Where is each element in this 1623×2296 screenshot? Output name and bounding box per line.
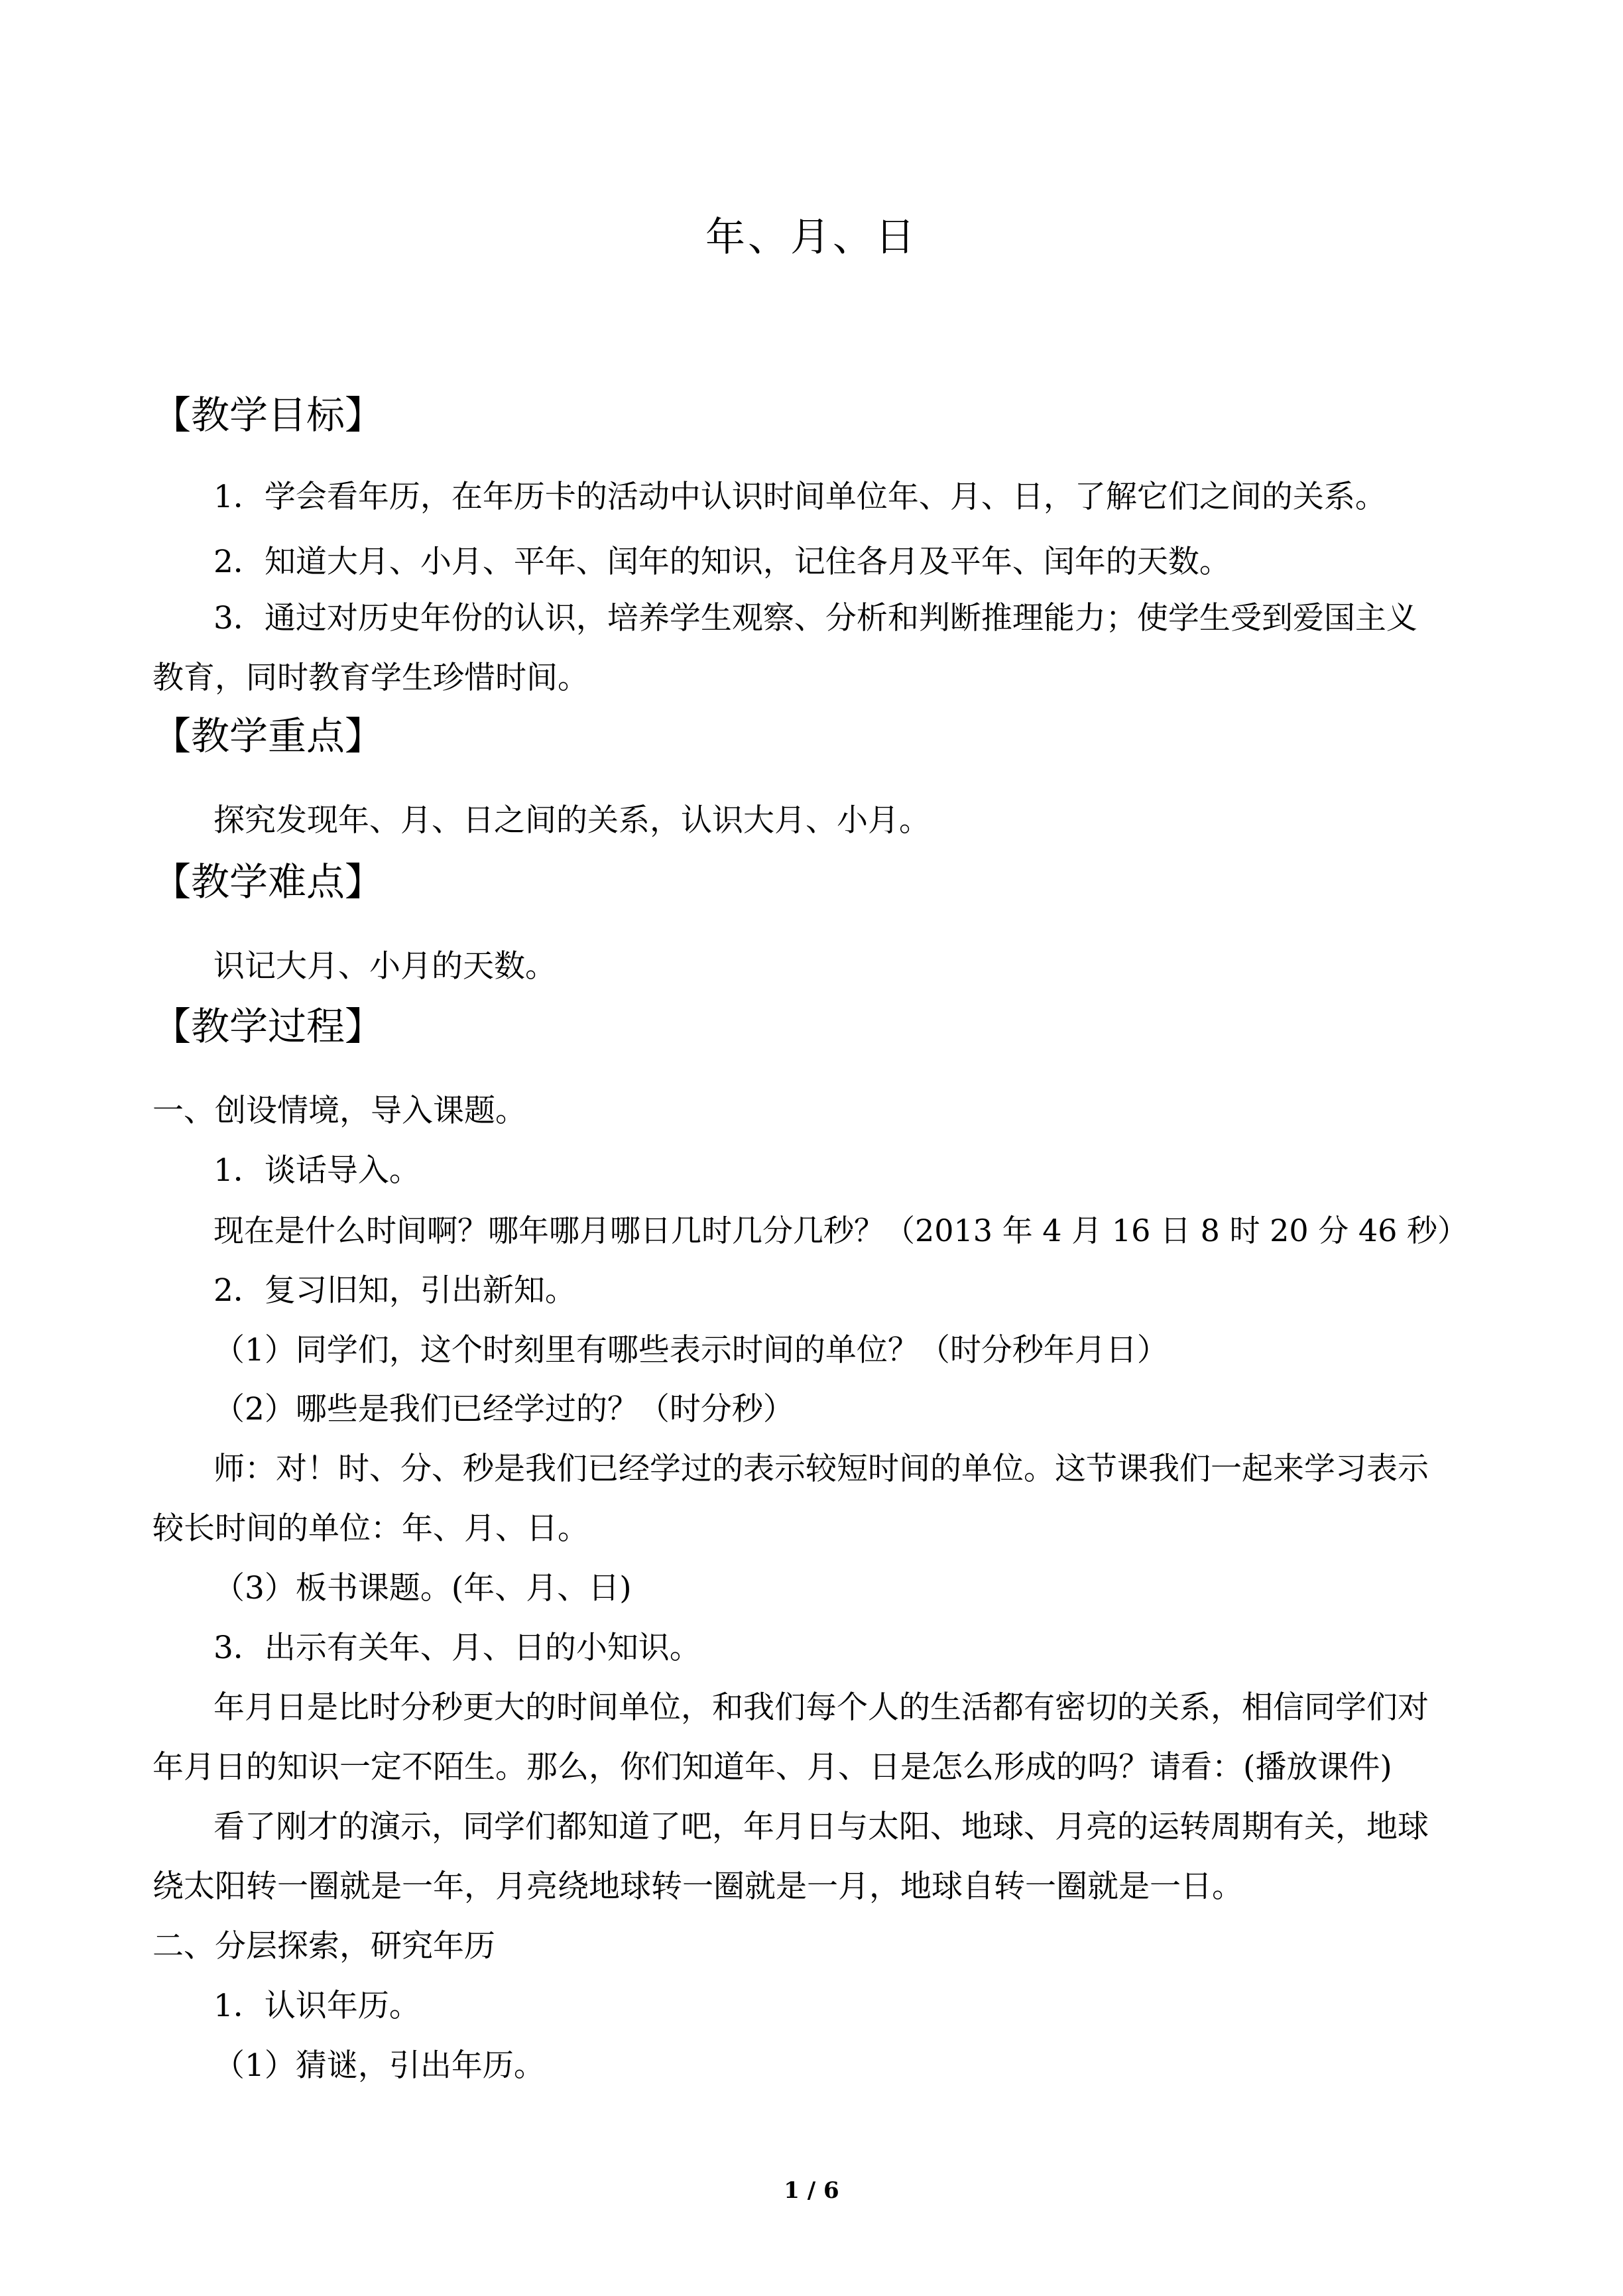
process-line-2: 1．谈话导入。 — [213, 1152, 420, 1189]
page-number: 1 / 6 — [784, 2177, 839, 2204]
heading-objectives: 【教学目标】 — [152, 393, 384, 438]
heading-key-points: 【教学重点】 — [152, 713, 384, 758]
process-line-3: 现在是什么时间啊？哪年哪月哪日几时几分几秒？（2013 年 4 月 16 日 8 时 20 分 46 秒） — [213, 1213, 1469, 1248]
process-line-8: 较长时间的单位：年、月、日。 — [152, 1510, 589, 1547]
key-points-line-1: 探究发现年、月、日之间的关系，认识大月、小月。 — [213, 802, 930, 839]
objectives-line-3: 3．通过对历史年份的认识，培养学生观察、分析和判断推理能力；使学生受到爱国主义 — [213, 600, 1417, 636]
process-line-7: 师：对！时、分、秒是我们已经学过的表示较短时间的单位。这节课我们一起来学习表示 — [213, 1451, 1429, 1487]
process-line-5: （1）同学们，这个时刻里有哪些表示时间的单位？（时分秒年月日） — [213, 1332, 1168, 1368]
document-title: 年、月、日 — [705, 214, 918, 261]
process-line-9: （3）板书课题。(年、月、日) — [213, 1570, 632, 1606]
process-line-1: 一、创设情境，导入课题。 — [152, 1093, 526, 1129]
process-line-10: 3．出示有关年、月、日的小知识。 — [213, 1630, 701, 1666]
heading-difficulties: 【教学难点】 — [152, 859, 384, 904]
process-line-17: （1）猜谜，引出年历。 — [213, 2047, 545, 2084]
process-line-16: 1．认识年历。 — [213, 1988, 420, 2024]
difficulties-line-1: 识记大月、小月的天数。 — [213, 948, 556, 985]
process-line-14: 绕太阳转一圈就是一年，月亮绕地球转一圈就是一月，地球自转一圈就是一日。 — [152, 1868, 1243, 1905]
process-line-4: 2．复习旧知，引出新知。 — [213, 1272, 576, 1309]
objectives-line-2: 2．知道大月、小月、平年、闰年的知识，记住各月及平年、闰年的天数。 — [213, 544, 1231, 580]
process-line-12: 年月日的知识一定不陌生。那么，你们知道年、月、日是怎么形成的吗？请看：(播放课件) — [152, 1749, 1392, 1785]
heading-process: 【教学过程】 — [152, 1004, 384, 1049]
objectives-line-1: 1．学会看年历，在年历卡的活动中认识时间单位年、月、日，了解它们之间的关系。 — [213, 479, 1386, 515]
process-line-11: 年月日是比时分秒更大的时间单位，和我们每个人的生活都有密切的关系，相信同学们对 — [213, 1689, 1429, 1726]
process-line-15: 二、分层探索，研究年历 — [152, 1928, 495, 1964]
process-line-6: （2）哪些是我们已经学过的？（时分秒） — [213, 1391, 794, 1427]
objectives-line-4: 教育，同时教育学生珍惜时间。 — [152, 660, 589, 696]
process-line-13: 看了刚才的演示，同学们都知道了吧，年月日与太阳、地球、月亮的运转周期有关，地球 — [213, 1809, 1429, 1845]
